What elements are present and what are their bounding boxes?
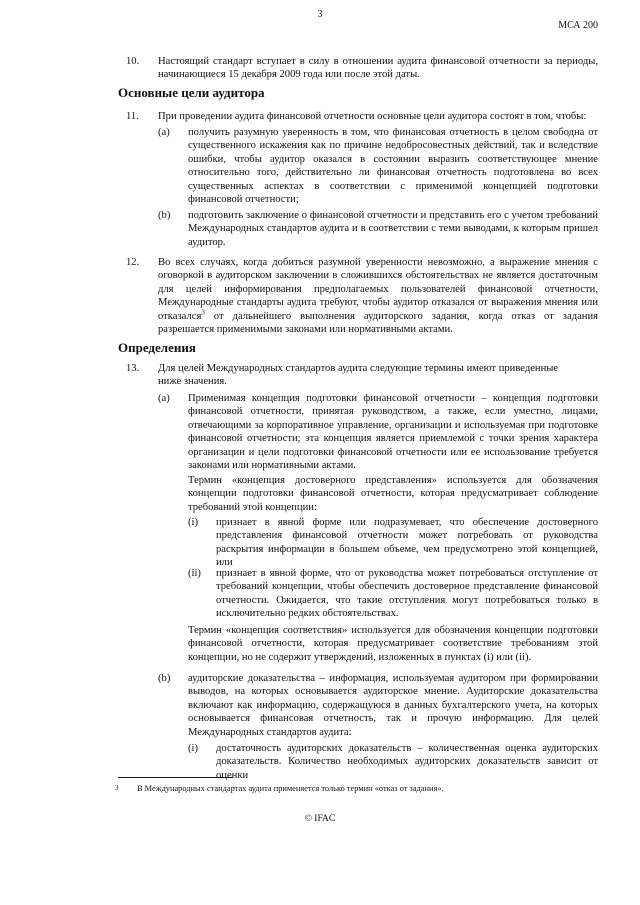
definition-compliance-framework: Термин «концепция соответствия» используется для обозначения концепции подготовки финансовой отчетности, которая предусматривает соответствие требованиям этой концепции, но не содержит утверждений, изложенных в пунктах (i) или (ii). bbox=[188, 625, 598, 663]
fair-presentation-ii: признает в явной форме, что от руководства может потребоваться отступление от требований концепции, чтобы обеспечить достоверное представление финансовой отчетности. Ожидается, что такие отступления могут потребоваться только в исключительно редких обстоятельствах. bbox=[216, 568, 598, 620]
paragraph-12 bbox=[158, 256, 598, 336]
paragraph-number: 12. bbox=[126, 257, 140, 268]
paragraph-12-text-end: от дальнейшего выполнения аудиторского задания, когда отказ от задания разрешается применимыми законами или нормативными актами. bbox=[158, 310, 598, 336]
fair-presentation-i: признает в явной форме или подразумевает, что обеспечение достоверного представления финансовой отчетности может потребовать от руководства раскрытия информации в большем объеме, чем предусмотрено этой концепцией, или bbox=[216, 517, 598, 569]
paragraph-12-text: Во всех случаях, когда добиться разумной уверенности невозможно, а выражение мнения с оговоркой в аудиторском заключении в сложившихся обстоятельствах не является достаточным для целей информирования предполагаемых пользователей финансовой отчетности, Международные стандарты аудита требуют, чтобы аудитор отказался от выражения мнения или отказался bbox=[158, 257, 598, 322]
item-label: (a) bbox=[158, 127, 170, 138]
paragraph-number: 10. bbox=[126, 56, 140, 67]
paragraph-13-intro: Для целей Международных стандартов аудита следующие термины имеют приведенные ниже значения. bbox=[158, 363, 559, 388]
standard-code: МСА 200 bbox=[558, 20, 598, 31]
paragraph-11-intro: При проведении аудита финансовой отчетности основные цели аудитора состоят в том, чтобы: bbox=[158, 111, 587, 122]
item-label: (a) bbox=[158, 393, 170, 404]
paragraph-10: Настоящий стандарт вступает в силу в отношении аудита финансовой отчетности за периоды, начинающиеся 15 декабря 2009 года или после этой даты. bbox=[158, 56, 598, 81]
item-label: (i) bbox=[188, 517, 198, 528]
footnote-mark: 3 bbox=[115, 784, 119, 792]
page-number: 3 bbox=[317, 9, 323, 20]
paragraph-number: 13. bbox=[126, 363, 140, 374]
item-label: (b) bbox=[158, 673, 171, 684]
definition-fair-presentation: Термин «концепция достоверного представления» используется для обозначения концепции подготовки финансовой отчетности, которая предусматривает соблюдение требований этой концепции: bbox=[188, 475, 598, 513]
item-label: (b) bbox=[158, 210, 171, 221]
paragraph-11a: получить разумную уверенность в том, что финансовая отчетность в целом свободна от существенного искажения как по причине недобросовестных действий, так и вследствие ошибки, чтобы аудитор оказался в состоянии выразить соответствующее мнение относительно того, действительно ли финансовая отчетность подготовлена во всех существенных аспектах в соответствии с применимой концепцией подготовки финансовой отчетности; bbox=[188, 127, 598, 206]
section-heading-objectives: Основные цели аудитора bbox=[118, 85, 265, 100]
definition-applicable-framework: Применимая концепция подготовки финансовой отчетности – концепция подготовки финансовой отчетности, принятая руководством, а также, если уместно, лицами, отвечающими за корпоративное управление, организации и используемая при подготовке финансовой отчетности; эта концепция является приемлемой с точки зрения характера организации и цели подготовки финансовой отчетности или ее использование требуется законами или нормативными актами. bbox=[188, 393, 598, 472]
item-label: (i) bbox=[188, 743, 198, 754]
definition-audit-evidence: аудиторские доказательства – информация, используемая аудитором при формировании выводов, на которых основывается аудиторское мнение. Аудиторские доказательства включают как информацию, содержащуюся в данных бухгалтерского учета, на которых основывается финансовая отчетность, так и прочую информацию. Для целей Международных стандартов аудита: bbox=[188, 673, 598, 738]
footnote-text: В Международных стандартах аудита применяется только термин «отказ от задания». bbox=[137, 784, 444, 793]
copyright: © IFAC bbox=[304, 814, 336, 824]
audit-evidence-i: достаточность аудиторских доказательств – количественная оценка аудиторских доказательств. Количество необходимых аудиторских доказательств зависит от оценки bbox=[216, 743, 598, 781]
item-label: (ii) bbox=[188, 568, 201, 579]
footnote-divider bbox=[118, 777, 233, 778]
section-heading-definitions: Определения bbox=[118, 340, 196, 355]
paragraph-11b: подготовить заключение о финансовой отчетности и представить его с учетом требований Международных стандартов аудита и в соответствии с теми выводами, к которым пришел аудитор. bbox=[188, 210, 598, 248]
footnote-ref: 3 bbox=[201, 308, 205, 317]
paragraph-number: 11. bbox=[126, 111, 139, 122]
